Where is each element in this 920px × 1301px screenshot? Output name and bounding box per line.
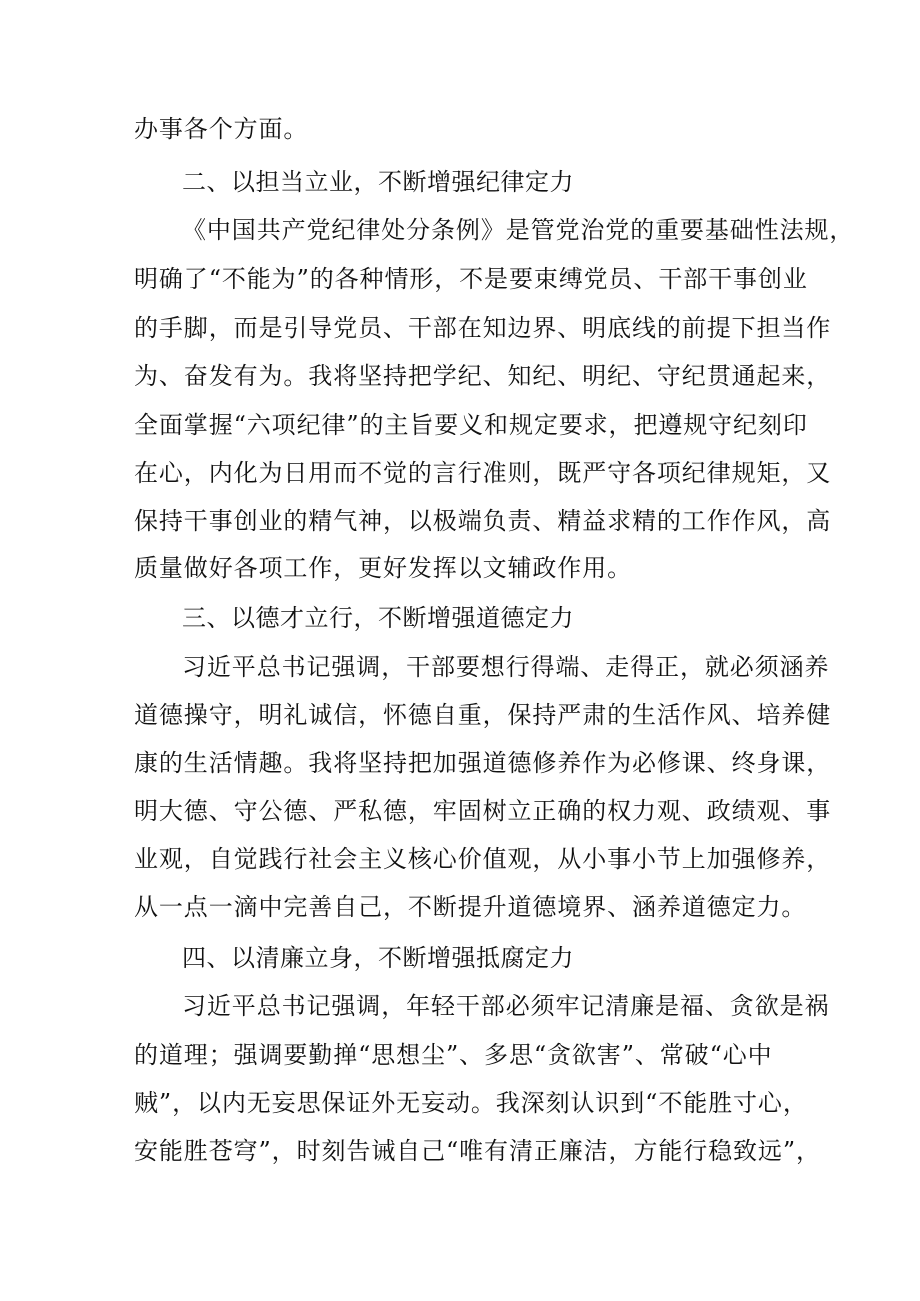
paragraph-line: 业观，自觉践行社会主义核心价值观，从小事小节上加强修养， xyxy=(134,845,832,873)
section-heading-3: 三、以德才立行，不断增强道德定力 xyxy=(182,604,574,632)
paragraph-line: 习近平总书记强调，年轻干部必须牢记清廉是福、贪欲是祸 xyxy=(182,992,830,1020)
paragraph-line: 保持干事创业的精气神，以极端负责、精益求精的工作作风，高 xyxy=(134,507,832,535)
paragraph-line: 《中国共产党纪律处分条例》是管党治党的重要基础性法规， xyxy=(182,216,855,244)
paragraph-line: 的手脚，而是引导党员、干部在知边界、明底线的前提下担当作 xyxy=(134,314,832,342)
paragraph-line: 全面掌握“六项纪律”的主旨要义和规定要求，把遵规守纪刻印 xyxy=(134,411,808,439)
paragraph-line: 明确了“不能为”的各种情形，不是要束缚党员、干部干事创业 xyxy=(134,265,808,293)
section-heading-4: 四、以清廉立身，不断增强抵腐定力 xyxy=(182,944,574,972)
paragraph-line: 习近平总书记强调，干部要想行得端、走得正，就必须涵养 xyxy=(182,653,830,681)
paragraph-line: 道德操守，明礼诚信，怀德自重，保持严肃的生活作风、培养健 xyxy=(134,701,832,729)
paragraph-line: 为、奋发有为。我将坚持把学纪、知纪、明纪、守纪贯通起来， xyxy=(134,362,832,390)
paragraph-line: 从一点一滴中完善自己，不断提升道德境界、涵养道德定力。 xyxy=(134,893,807,921)
paragraph-line: 办事各个方面。 xyxy=(134,115,309,143)
paragraph-line: 的道理；强调要勤掸“思想尘”、多思“贪欲害”、常破“心中 xyxy=(134,1041,773,1069)
paragraph-line: 安能胜苍穹”，时刻告诫自己“唯有清正廉洁，方能行稳致远”， xyxy=(134,1137,821,1165)
paragraph-line: 康的生活情趣。我将坚持把加强道德修养作为必修课、终身课， xyxy=(134,749,832,777)
section-heading-2: 二、以担当立业，不断增强纪律定力 xyxy=(182,168,574,196)
paragraph-line: 在心，内化为日用而不觉的言行准则，既严守各项纪律规矩，又 xyxy=(134,459,832,487)
paragraph-line: 质量做好各项工作，更好发挥以文辅政作用。 xyxy=(134,554,632,582)
paragraph-line: 明大德、守公德、严私德，牢固树立正确的权力观、政绩观、事 xyxy=(134,797,832,825)
paragraph-line: 贼”，以内无妄思保证外无妄动。我深刻认识到“不能胜寸心， xyxy=(134,1089,808,1117)
